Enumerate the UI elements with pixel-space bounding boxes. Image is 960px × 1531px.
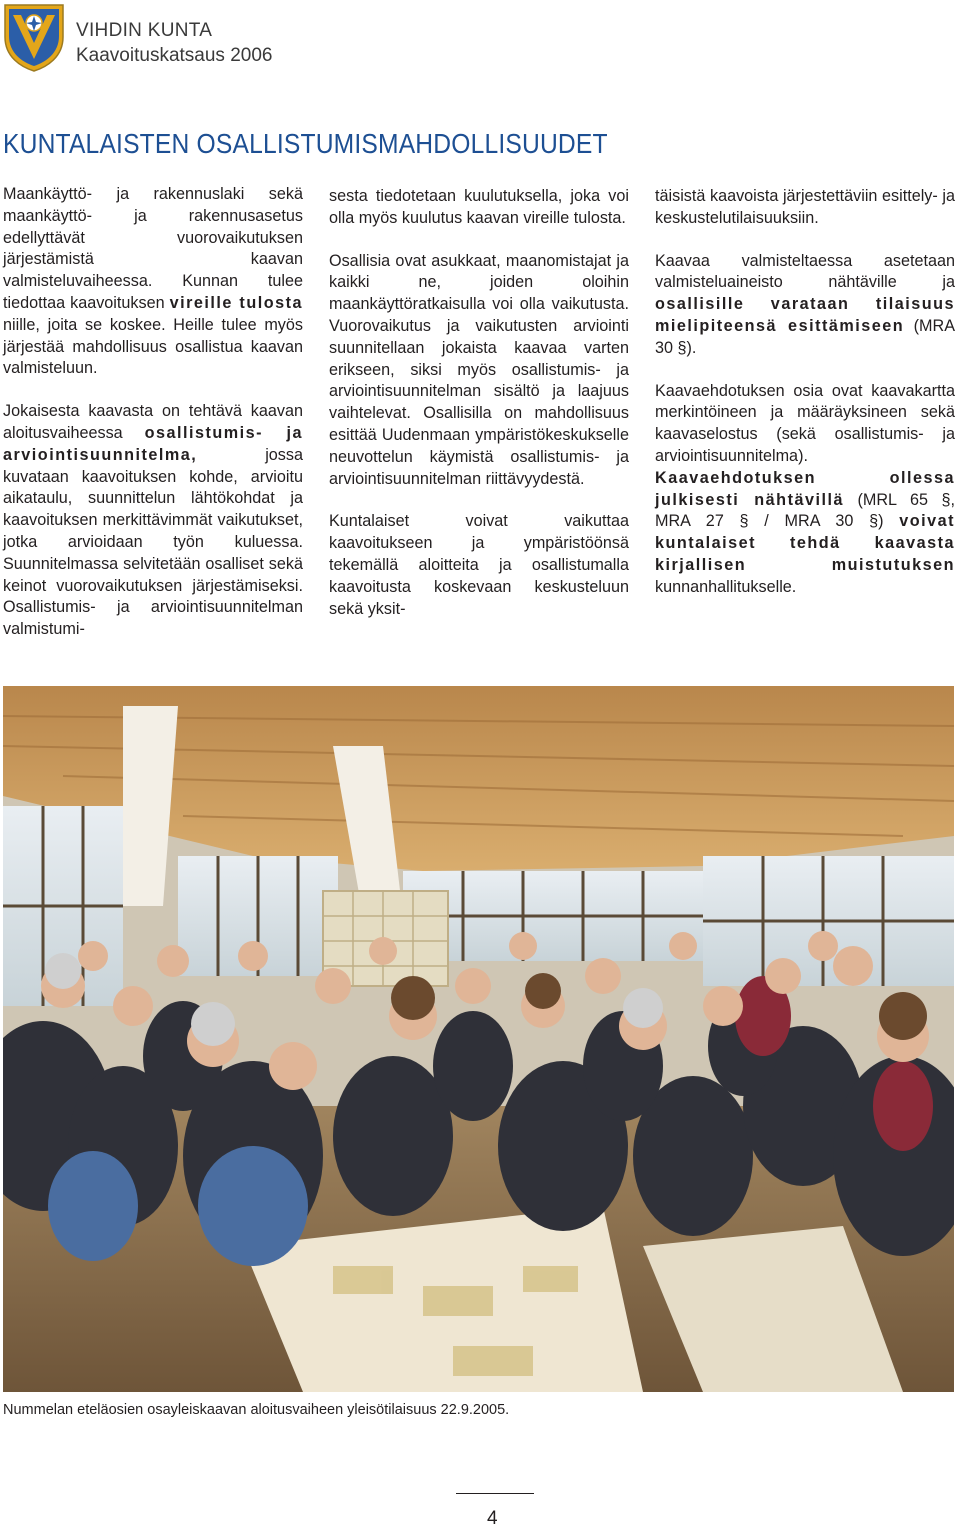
text-run: Kaavaehdotuksen osia ovat kaavakartta merkintöineen ja määräyksineen sekä kaavaselostus (sekä osallistumis- ja arviointisuunnitelma). — [655, 381, 955, 465]
paragraph: Kuntalaiset voivat vaikuttaa kaavoitukseen ja ympäristöönsä tekemällä aloitteita ja osallistumalla kaavoitusta koskevaan keskusteluun sekä yksit- — [329, 512, 629, 618]
text-run: kunnanhallitukselle. — [655, 577, 797, 596]
emphasis-text: osallistumis- ja arviointisuunnitelma, — [3, 423, 304, 464]
text-run: niille, joita se koskee. Heille tulee myös järjestää mahdollisuus osallistua kaavan valmisteluun. — [3, 315, 303, 378]
text-column-2 — [329, 186, 629, 641]
meeting-photo-illustration — [3, 686, 954, 1392]
emphasis-text: osallisille varataan tilaisuus mielipiteensä esittämiseen — [655, 295, 955, 335]
text-run: Kaavaa valmisteltaessa asetetaan valmisteluaineisto nähtäville ja — [655, 251, 955, 292]
paragraph: täisistä kaavoista järjestettäviin esittely- ja keskustelutilaisuuksiin. — [655, 187, 955, 227]
text-run: (MRA 30 §). — [655, 316, 955, 357]
publication-title: Kaavoituskatsaus 2006 — [76, 45, 273, 66]
photo-caption: Nummelan eteläosien osayleiskaavan aloitusvaiheen yleisötilaisuus 22.9.2005. — [3, 1402, 510, 1418]
paragraph: Osallisia ovat asukkaat, maanomistajat ja kaikki ne, joiden oloihin maankäyttöratkaisulla voi olla vaikutusta. Vuorovaikutus ja vaikutusten arviointi suunnitellaan jokaista kaavaa varten erikseen, siksi myös osallistumis- ja arviointisuunnitelman sisältö ja laajuus vaihtelevat. Osallisilla on mahdollisuus esittää Uudenmaan ympäristökeskukselle neuvottelun käymistä osallistumis- ja arviointisuunnitelman riittävyydestä. — [329, 251, 629, 488]
meeting-photo — [3, 686, 954, 1392]
text-column-1 — [3, 184, 303, 662]
organization-name: VIHDIN KUNTA — [76, 20, 213, 41]
paragraph — [655, 381, 955, 599]
text-column-3 — [655, 186, 955, 620]
text-run: (MRL 65 §, MRA 27 § / MRA 30 §) — [655, 490, 955, 531]
emphasis-text: vireille tulosta — [169, 293, 303, 312]
text-run: jossa kuvataan kaavoituksen kohde, arvioitu aikataulu, suunnittelun lähtökohdat ja kaavoituksen merkittävimmät vaikutukset, jotka arvioidaan työn kuluessa. Suunnitelmassa selvitetään osalliset sekä keinot vuorovaikutuksen järjestämiseksi. Osallistumis- ja arviointisuunnitelman valmistumi- — [3, 445, 303, 639]
paragraph — [3, 401, 303, 641]
text-run: Jokaisesta kaavasta on tehtävä kaavan aloitusvaiheessa — [3, 402, 303, 442]
text-run: Maankäyttö- ja rakennuslaki sekä maankäyttö- ja rakennusasetus edellyttävät vuorovaikutuksen järjestämistä kaavan valmisteluvaiheessa. Kunnan tulee tiedottaa kaavoituksen — [3, 185, 303, 312]
emphasis-text: voivat kuntalaiset tehdä kaavasta kirjallisen muistutuksen — [655, 512, 955, 574]
emphasis-text: Kaavaehdotuksen ollessa julkisesti nähtävillä — [655, 468, 955, 509]
page-title: KUNTALAISTEN OSALLISTUMISMAHDOLLISUUDET — [3, 128, 608, 159]
page-number: 4 — [487, 1508, 498, 1529]
paragraph — [655, 251, 955, 360]
vihti-coat-of-arms-logo — [3, 3, 65, 73]
paragraph — [3, 184, 303, 380]
paragraph: sesta tiedotetaan kuulutuksella, joka voi olla myös kuulutus kaavan vireille tulosta. — [329, 187, 629, 227]
footer-divider — [456, 1493, 534, 1494]
